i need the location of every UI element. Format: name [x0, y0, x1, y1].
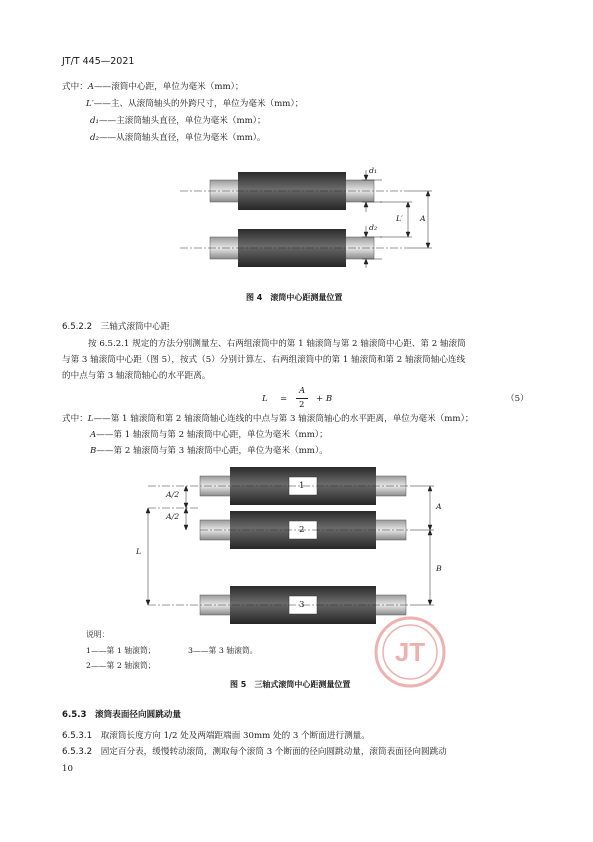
formula-lhs: L	[262, 394, 268, 404]
label-a: A	[436, 502, 442, 511]
symbol-d2: d₂	[90, 133, 99, 143]
where-intro: 式中：	[62, 82, 88, 92]
formula-denominator: 2	[299, 400, 305, 410]
section-heading-653: 6.5.3 滚筒表面径向圆跳动量	[62, 710, 181, 720]
dimension-a-b	[410, 486, 434, 605]
definition-l: ——第 1 轴滚筒和第 2 轴滚筒轴心连线的中点与第 3 轴滚筒轴心的水平距离，单位为毫米（mm）；	[93, 414, 474, 424]
roller-2-label: 2	[299, 525, 305, 535]
definition-d1: ——主滚筒轴头直径，单位为毫米（mm）；	[98, 116, 266, 126]
clause-6532	[62, 745, 447, 759]
where-intro: 式中：	[62, 414, 88, 424]
legend-item-3: 3——第 3 轴滚筒。	[188, 646, 258, 655]
symbol-a: A	[90, 430, 97, 440]
section-heading-6522: 6.5.2.2 三轴式滚筒中心距	[62, 322, 170, 332]
standard-code: JT/T 445—2021	[62, 56, 135, 67]
paragraph-line: 与第 3 轴滚筒中心距（图 5），按式（5）分别计算左、右两组滚筒中的第 1 轴滚筒和第 2 轴滚筒轴心连线	[62, 355, 466, 365]
symbol-lprime: L′	[86, 99, 94, 109]
clause-number: 6.5.3.1	[62, 731, 93, 741]
legend-item-1: 1——第 1 轴滚筒；	[86, 646, 156, 655]
roller-3	[148, 586, 410, 624]
paragraph-line: 按 6.5.2.1 规定的方法分别测量左、右两组滚筒中的第 1 轴滚筒与第 2 轴滚筒中心距、第 2 轴滚筒	[88, 339, 466, 349]
label-l: L	[136, 547, 142, 556]
legend-title: 说明：	[86, 630, 110, 639]
definition-d2: ——从滚筒轴头直径，单位为毫米（mm）。	[98, 133, 266, 143]
clause-6531	[62, 729, 370, 743]
clause-text: 固定百分表，缓慢转动滚筒，测取每个滚筒 3 个断面的径向圆跳动量，滚筒表面径向圆跳动	[100, 747, 447, 757]
clause-number: 6.5.3.2	[62, 747, 93, 757]
label-lprime: L′	[396, 214, 403, 223]
where-list-2	[62, 412, 473, 426]
formula-numerator: A	[299, 386, 306, 396]
figure-5-caption: 图 5 三轴式滚筒中心距测量位置	[230, 680, 351, 689]
stamp-text: JT	[394, 637, 426, 667]
page-number: 10	[62, 764, 73, 774]
label-a: A	[420, 214, 426, 223]
symbol-b: B	[90, 446, 97, 456]
label-a-half-bottom: A/2	[166, 512, 180, 521]
figure-4-caption: 图 4 滚筒中心距测量位置	[246, 293, 343, 302]
definition-lprime: ——主、从滚筒轴头的外跨尺寸，单位为毫米（mm）；	[93, 99, 304, 109]
symbol-d1: d₁	[90, 116, 99, 126]
figure-5-drawing	[146, 467, 434, 624]
legend-item-2: 2——第 2 轴滚筒；	[86, 661, 156, 670]
clause-text: 取滚筒长度方向 1/2 处及两端距端面 30mm 处的 3 个断面进行测量。	[100, 731, 370, 741]
label-d1: d₁	[369, 166, 378, 175]
label-d2: d₂	[369, 223, 378, 232]
paragraph-line: 的中点与第 3 轴滚筒轴心的水平距离。	[62, 371, 211, 381]
definition-a: ——滚筒中心距，单位为毫米（mm）；	[94, 82, 244, 92]
symbol-l: L	[87, 414, 94, 424]
dimension-l	[146, 508, 150, 605]
roller-3-label: 3	[299, 600, 305, 610]
where-item-a	[90, 428, 328, 442]
formula-plus-b: + B	[316, 394, 333, 404]
label-b: B	[436, 564, 442, 573]
symbol-a: A	[87, 82, 95, 92]
roller-2	[200, 511, 410, 549]
jt-stamp-watermark	[372, 614, 448, 690]
roller-1-label: 1	[299, 481, 305, 491]
definition-b: ——第 2 轴滚筒与第 3 轴滚筒中心距，单位为毫米（mm）。	[96, 446, 328, 456]
roller-1	[148, 467, 410, 505]
where-item-b	[90, 444, 328, 458]
definition-a: ——第 1 轴滚筒与第 2 轴滚筒中心距，单位为毫米（mm）；	[96, 430, 328, 440]
formula-equals: =	[280, 394, 288, 404]
formula-number: （5）	[506, 394, 529, 404]
label-a-half-top: A/2	[166, 490, 180, 499]
